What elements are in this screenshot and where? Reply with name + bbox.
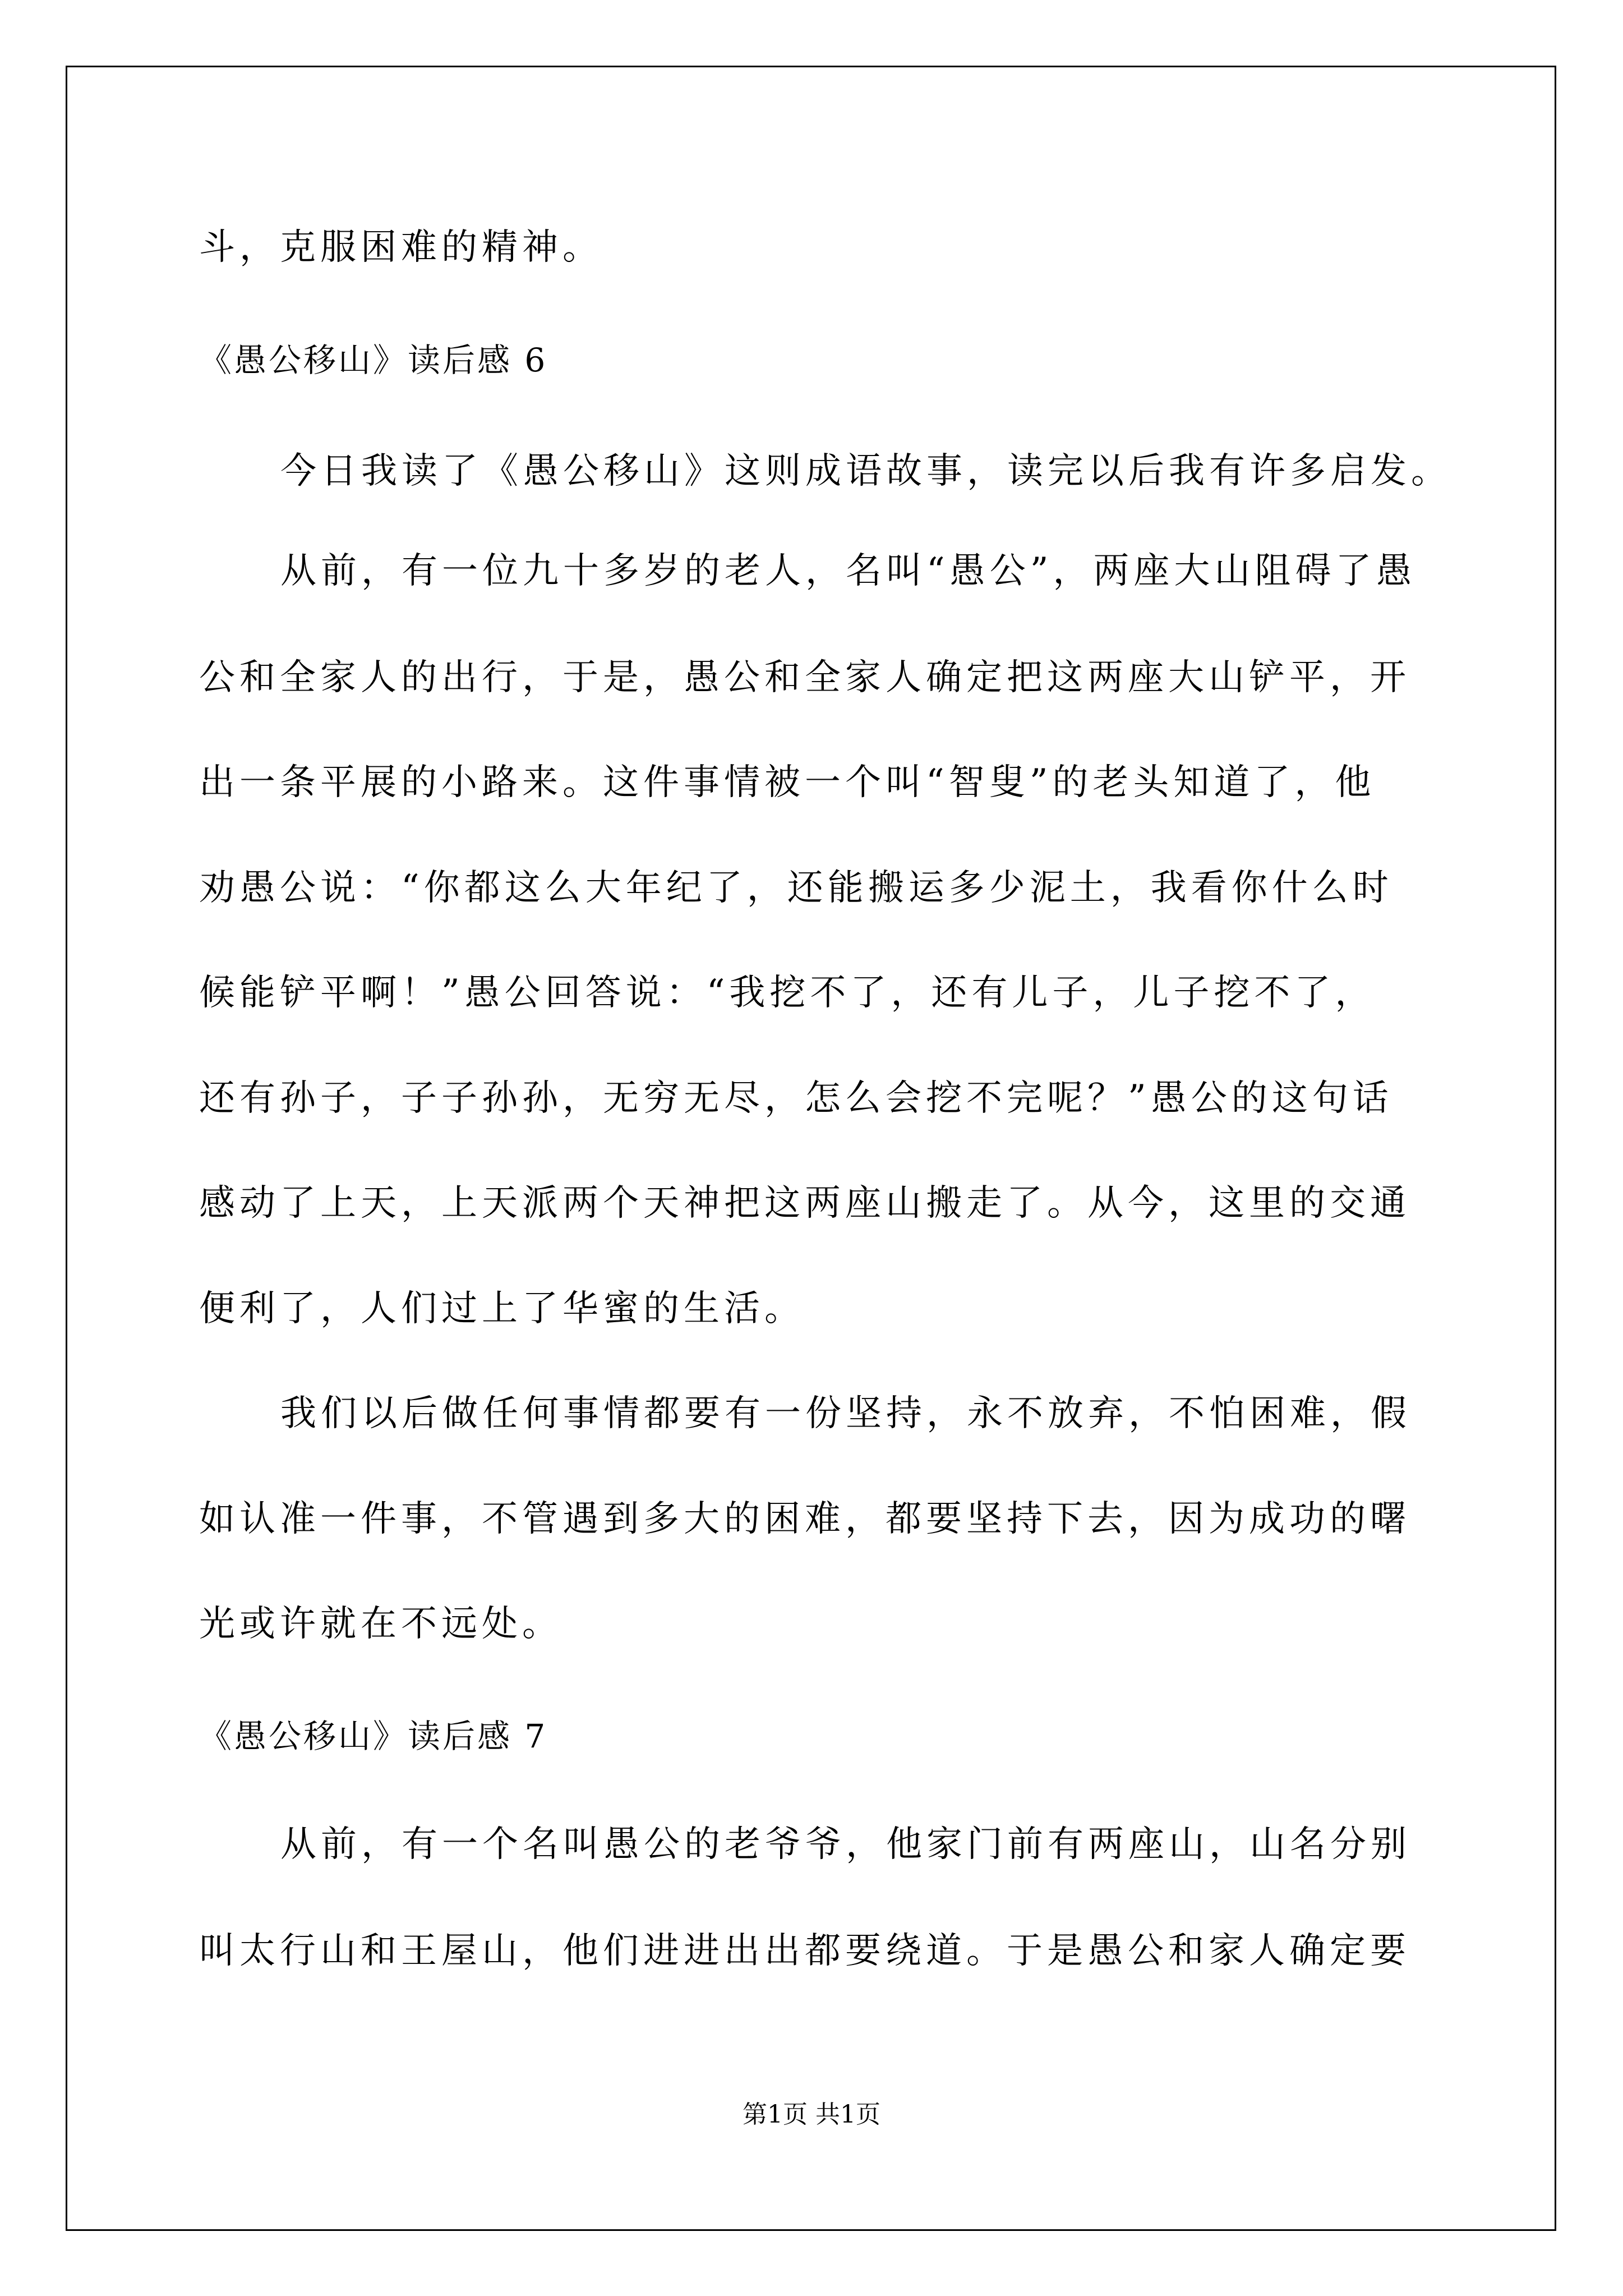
- page-footer: 第1页 共1页: [743, 2100, 880, 2129]
- body-line: 我们以后做任何事情都要有一份坚持，永不放弃，不怕困难，假: [280, 1393, 1411, 1434]
- body-line: 便利了，人们过上了华蜜的生活。: [199, 1288, 805, 1329]
- body-line: 出一条平展的小路来。这件事情被一个叫“智叟”的老头知道了，他: [199, 762, 1376, 803]
- body-line: 劝愚公说：“你都这么大年纪了，还能搬运多少泥土，我看你什么时: [199, 867, 1393, 909]
- section-heading: 《愚公移山》读后感 7: [199, 1717, 548, 1755]
- body-line: 公和全家人的出行，于是，愚公和全家人确定把这两座大山铲平，开: [199, 657, 1410, 698]
- body-line: 感动了上天，上天派两个天神把这两座山搬走了。从今，这里的交通: [199, 1182, 1410, 1224]
- body-line: 叫太行山和王屋山，他们进进出出都要绕道。于是愚公和家人确定要: [199, 1930, 1410, 1972]
- page-border: [66, 66, 1556, 2231]
- body-line: 如认准一件事，不管遇到多大的困难，都要坚持下去，因为成功的曙: [199, 1498, 1410, 1540]
- body-line: 还有孙子，子子孙孙，无穷无尽，怎么会挖不完呢？”愚公的这句话: [199, 1078, 1393, 1119]
- body-line: 光或许就在不远处。: [199, 1603, 562, 1645]
- body-line: 斗，克服困难的精神。: [199, 227, 603, 268]
- section-heading: 《愚公移山》读后感 6: [199, 341, 548, 379]
- body-line: 今日我读了《愚公移山》这则成语故事，读完以后我有许多启发。: [280, 450, 1451, 492]
- body-line: 从前，有一位九十多岁的老人，名叫“愚公”，两座大山阻碍了愚: [280, 550, 1417, 592]
- body-line: 从前，有一个名叫愚公的老爷爷，他家门前有两座山，山名分别: [280, 1824, 1411, 1865]
- body-line: 候能铲平啊！”愚公回答说：“我挖不了，还有儿子，儿子挖不了，: [199, 972, 1376, 1014]
